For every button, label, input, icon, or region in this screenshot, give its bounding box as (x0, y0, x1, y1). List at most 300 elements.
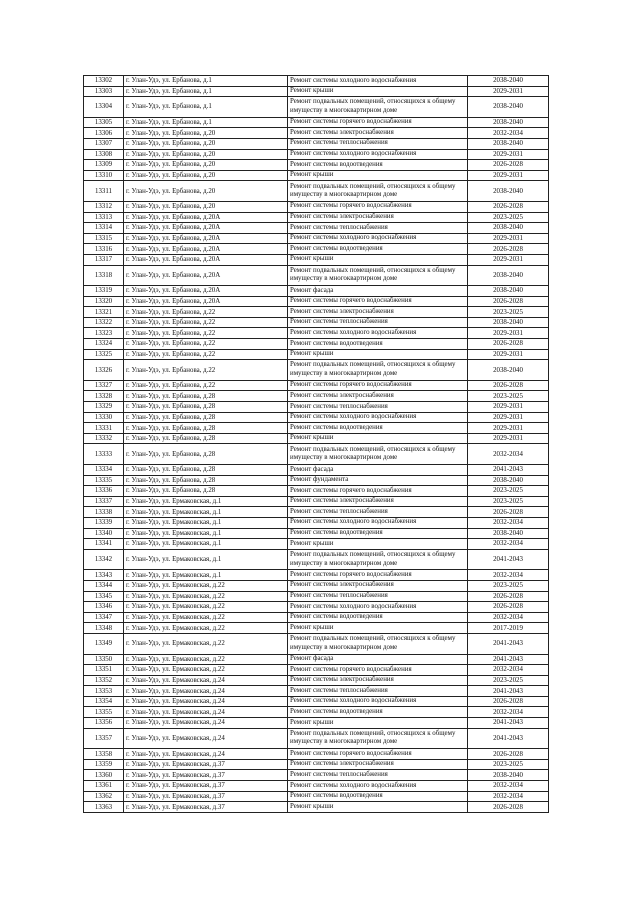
period-cell: 2041-2043 (468, 549, 549, 570)
work-type-cell: Ремонт системы холодного водоснабжения (288, 233, 468, 244)
row-id-cell: 13357 (84, 728, 124, 749)
period-cell: 2041-2043 (468, 718, 549, 729)
period-cell: 2029-2031 (468, 254, 549, 265)
work-type-cell: Ремонт системы горячего водоснабжения (288, 296, 468, 307)
address-cell: г. Улан-Удэ, ул. Ермаковская, д.37 (124, 770, 288, 781)
row-id-cell: 13305 (84, 117, 124, 128)
row-id-cell: 13331 (84, 423, 124, 434)
table-row (84, 402, 549, 413)
repair-schedule-table (83, 75, 549, 813)
period-cell: 2038-2040 (468, 223, 549, 234)
period-cell: 2023-2025 (468, 212, 549, 223)
address-cell: г. Улан-Удэ, ул. Ербанова, д.20А (124, 244, 288, 255)
period-cell: 2029-2031 (468, 149, 549, 160)
work-type-cell: Ремонт крыши (288, 718, 468, 729)
table-row (84, 254, 549, 265)
table-row (84, 339, 549, 350)
table-row (84, 86, 549, 97)
period-cell: 2032-2034 (468, 781, 549, 792)
address-cell: г. Улан-Удэ, ул. Ербанова, д.1 (124, 76, 288, 87)
row-id-cell: 13353 (84, 686, 124, 697)
address-cell: г. Улан-Удэ, ул. Ербанова, д.22 (124, 328, 288, 339)
period-cell: 2029-2031 (468, 86, 549, 97)
work-type-cell: Ремонт системы электроснабжения (288, 675, 468, 686)
address-cell: г. Улан-Удэ, ул. Ермаковская, д.24 (124, 696, 288, 707)
row-id-cell: 13338 (84, 507, 124, 518)
address-cell: г. Улан-Удэ, ул. Ермаковская, д.24 (124, 675, 288, 686)
table-row (84, 138, 549, 149)
address-cell: г. Улан-Удэ, ул. Ермаковская, д.24 (124, 686, 288, 697)
address-cell: г. Улан-Удэ, ул. Ербанова, д.20А (124, 254, 288, 265)
work-type-cell: Ремонт подвальных помещений, относящихся к общему имуществу в многоквартирном доме (288, 97, 468, 118)
work-type-cell: Ремонт системы электроснабжения (288, 580, 468, 591)
work-type-cell: Ремонт фасада (288, 465, 468, 476)
period-cell: 2029-2031 (468, 328, 549, 339)
address-cell: г. Улан-Удэ, ул. Ермаковская, д.1 (124, 496, 288, 507)
period-cell: 2026-2028 (468, 696, 549, 707)
address-cell: г. Улан-Удэ, ул. Ербанова, д.20А (124, 212, 288, 223)
work-type-cell: Ремонт системы горячего водоснабжения (288, 486, 468, 497)
period-cell: 2032-2034 (468, 128, 549, 139)
address-cell: г. Улан-Удэ, ул. Ербанова, д.28 (124, 465, 288, 476)
table-row (84, 444, 549, 465)
row-id-cell: 13330 (84, 412, 124, 423)
period-cell: 2038-2040 (468, 475, 549, 486)
row-id-cell: 13343 (84, 570, 124, 581)
address-cell: г. Улан-Удэ, ул. Ербанова, д.20А (124, 286, 288, 297)
period-cell: 2023-2025 (468, 486, 549, 497)
address-cell: г. Улан-Удэ, ул. Ербанова, д.28 (124, 391, 288, 402)
row-id-cell: 13350 (84, 654, 124, 665)
row-id-cell: 13314 (84, 223, 124, 234)
row-id-cell: 13362 (84, 791, 124, 802)
address-cell: г. Улан-Удэ, ул. Ермаковская, д.24 (124, 707, 288, 718)
row-id-cell: 13321 (84, 307, 124, 318)
period-cell: 2041-2043 (468, 654, 549, 665)
work-type-cell: Ремонт системы холодного водоснабжения (288, 412, 468, 423)
period-cell: 2041-2043 (468, 633, 549, 654)
row-id-cell: 13317 (84, 254, 124, 265)
table-row (84, 633, 549, 654)
period-cell: 2032-2034 (468, 570, 549, 581)
address-cell: г. Улан-Удэ, ул. Ермаковская, д.1 (124, 539, 288, 550)
period-cell: 2038-2040 (468, 97, 549, 118)
table-row (84, 707, 549, 718)
work-type-cell: Ремонт системы водоотведения (288, 707, 468, 718)
period-cell: 2029-2031 (468, 423, 549, 434)
period-cell: 2023-2025 (468, 580, 549, 591)
work-type-cell: Ремонт системы водоотведения (288, 423, 468, 434)
table-row (84, 307, 549, 318)
table-row (84, 212, 549, 223)
address-cell: г. Улан-Удэ, ул. Ербанова, д.20 (124, 170, 288, 181)
work-type-cell: Ремонт системы электроснабжения (288, 391, 468, 402)
row-id-cell: 13323 (84, 328, 124, 339)
row-id-cell: 13347 (84, 612, 124, 623)
work-type-cell: Ремонт системы теплоснабжения (288, 507, 468, 518)
address-cell: г. Улан-Удэ, ул. Ербанова, д.28 (124, 402, 288, 413)
row-id-cell: 13315 (84, 233, 124, 244)
work-type-cell: Ремонт подвальных помещений, относящихся к общему имуществу в многоквартирном доме (288, 728, 468, 749)
row-id-cell: 13303 (84, 86, 124, 97)
row-id-cell: 13342 (84, 549, 124, 570)
period-cell: 2038-2040 (468, 265, 549, 286)
period-cell: 2023-2025 (468, 496, 549, 507)
table-row (84, 117, 549, 128)
work-type-cell: Ремонт системы горячего водоснабжения (288, 201, 468, 212)
row-id-cell: 13307 (84, 138, 124, 149)
period-cell: 2029-2031 (468, 170, 549, 181)
table-row (84, 718, 549, 729)
address-cell: г. Улан-Удэ, ул. Ермаковская, д.1 (124, 507, 288, 518)
period-cell: 2023-2025 (468, 675, 549, 686)
table-row (84, 791, 549, 802)
work-type-cell: Ремонт системы холодного водоснабжения (288, 149, 468, 160)
work-type-cell: Ремонт системы электроснабжения (288, 307, 468, 318)
period-cell: 2038-2040 (468, 360, 549, 381)
address-cell: г. Улан-Удэ, ул. Ербанова, д.22 (124, 339, 288, 350)
address-cell: г. Улан-Удэ, ул. Ербанова, д.20А (124, 233, 288, 244)
period-cell: 2026-2028 (468, 602, 549, 613)
row-id-cell: 13309 (84, 160, 124, 171)
table-row (84, 591, 549, 602)
period-cell: 2029-2031 (468, 433, 549, 444)
table-row (84, 328, 549, 339)
table-row (84, 233, 549, 244)
row-id-cell: 13358 (84, 749, 124, 760)
table-row (84, 265, 549, 286)
period-cell: 2038-2040 (468, 76, 549, 87)
table-row (84, 128, 549, 139)
table-row (84, 570, 549, 581)
work-type-cell: Ремонт фундамента (288, 475, 468, 486)
table-row (84, 475, 549, 486)
address-cell: г. Улан-Удэ, ул. Ербанова, д.28 (124, 433, 288, 444)
work-type-cell: Ремонт системы горячего водоснабжения (288, 117, 468, 128)
address-cell: г. Улан-Удэ, ул. Ермаковская, д.24 (124, 718, 288, 729)
work-type-cell: Ремонт системы горячего водоснабжения (288, 570, 468, 581)
address-cell: г. Улан-Удэ, ул. Ермаковская, д.22 (124, 665, 288, 676)
table-row (84, 465, 549, 476)
table-row (84, 201, 549, 212)
address-cell: г. Улан-Удэ, ул. Ербанова, д.20 (124, 128, 288, 139)
work-type-cell: Ремонт системы горячего водоснабжения (288, 380, 468, 391)
period-cell: 2038-2040 (468, 181, 549, 202)
table-row (84, 160, 549, 171)
row-id-cell: 13326 (84, 360, 124, 381)
row-id-cell: 13320 (84, 296, 124, 307)
period-cell: 2026-2028 (468, 591, 549, 602)
address-cell: г. Улан-Удэ, ул. Ермаковская, д.1 (124, 528, 288, 539)
row-id-cell: 13316 (84, 244, 124, 255)
address-cell: г. Улан-Удэ, ул. Ербанова, д.20А (124, 223, 288, 234)
work-type-cell: Ремонт системы холодного водоснабжения (288, 696, 468, 707)
table-row (84, 423, 549, 434)
row-id-cell: 13311 (84, 181, 124, 202)
period-cell: 2026-2028 (468, 244, 549, 255)
address-cell: г. Улан-Удэ, ул. Ербанова, д.20 (124, 181, 288, 202)
work-type-cell: Ремонт системы электроснабжения (288, 128, 468, 139)
period-cell: 2038-2040 (468, 138, 549, 149)
work-type-cell: Ремонт подвальных помещений, относящихся к общему имуществу в многоквартирном доме (288, 360, 468, 381)
table-row (84, 686, 549, 697)
work-type-cell: Ремонт системы холодного водоснабжения (288, 76, 468, 87)
period-cell: 2038-2040 (468, 117, 549, 128)
row-id-cell: 13355 (84, 707, 124, 718)
row-id-cell: 13351 (84, 665, 124, 676)
work-type-cell: Ремонт системы теплоснабжения (288, 402, 468, 413)
period-cell: 2041-2043 (468, 686, 549, 697)
period-cell: 2026-2028 (468, 749, 549, 760)
address-cell: г. Улан-Удэ, ул. Ербанова, д.22 (124, 317, 288, 328)
row-id-cell: 13312 (84, 201, 124, 212)
period-cell: 2032-2034 (468, 791, 549, 802)
work-type-cell: Ремонт крыши (288, 623, 468, 634)
row-id-cell: 13313 (84, 212, 124, 223)
table-row (84, 770, 549, 781)
address-cell: г. Улан-Удэ, ул. Ербанова, д.28 (124, 486, 288, 497)
address-cell: г. Улан-Удэ, ул. Ербанова, д.22 (124, 307, 288, 318)
address-cell: г. Улан-Удэ, ул. Ербанова, д.1 (124, 117, 288, 128)
table-row (84, 380, 549, 391)
address-cell: г. Улан-Удэ, ул. Ермаковская, д.37 (124, 781, 288, 792)
table-row (84, 728, 549, 749)
table-row (84, 675, 549, 686)
work-type-cell: Ремонт системы водоотведения (288, 791, 468, 802)
address-cell: г. Улан-Удэ, ул. Ербанова, д.20 (124, 201, 288, 212)
work-type-cell: Ремонт системы водоотведения (288, 528, 468, 539)
address-cell: г. Улан-Удэ, ул. Ермаковская, д.22 (124, 612, 288, 623)
period-cell: 2029-2031 (468, 412, 549, 423)
work-type-cell: Ремонт системы горячего водоснабжения (288, 749, 468, 760)
period-cell: 2032-2034 (468, 539, 549, 550)
address-cell: г. Улан-Удэ, ул. Ермаковская, д.22 (124, 580, 288, 591)
work-type-cell: Ремонт системы теплоснабжения (288, 223, 468, 234)
row-id-cell: 13334 (84, 465, 124, 476)
row-id-cell: 13354 (84, 696, 124, 707)
row-id-cell: 13336 (84, 486, 124, 497)
row-id-cell: 13363 (84, 802, 124, 813)
work-type-cell: Ремонт подвальных помещений, относящихся к общему имуществу в многоквартирном доме (288, 181, 468, 202)
table-row (84, 507, 549, 518)
work-type-cell: Ремонт системы холодного водоснабжения (288, 328, 468, 339)
row-id-cell: 13340 (84, 528, 124, 539)
period-cell: 2023-2025 (468, 759, 549, 770)
table-row (84, 244, 549, 255)
row-id-cell: 13356 (84, 718, 124, 729)
address-cell: г. Улан-Удэ, ул. Ермаковская, д.1 (124, 517, 288, 528)
address-cell: г. Улан-Удэ, ул. Ербанова, д.22 (124, 349, 288, 360)
period-cell: 2038-2040 (468, 286, 549, 297)
period-cell: 2026-2028 (468, 802, 549, 813)
row-id-cell: 13344 (84, 580, 124, 591)
work-type-cell: Ремонт системы холодного водоснабжения (288, 602, 468, 613)
table-row (84, 412, 549, 423)
work-type-cell: Ремонт системы электроснабжения (288, 212, 468, 223)
table-row (84, 317, 549, 328)
work-type-cell: Ремонт системы теплоснабжения (288, 770, 468, 781)
address-cell: г. Улан-Удэ, ул. Ермаковская, д.22 (124, 591, 288, 602)
work-type-cell: Ремонт подвальных помещений, относящихся к общему имуществу в многоквартирном доме (288, 633, 468, 654)
table-body (84, 76, 549, 813)
period-cell: 2026-2028 (468, 380, 549, 391)
row-id-cell: 13328 (84, 391, 124, 402)
work-type-cell: Ремонт системы холодного водоснабжения (288, 517, 468, 528)
period-cell: 2032-2034 (468, 707, 549, 718)
work-type-cell: Ремонт системы теплоснабжения (288, 317, 468, 328)
row-id-cell: 13335 (84, 475, 124, 486)
address-cell: г. Улан-Удэ, ул. Ербанова, д.20 (124, 138, 288, 149)
period-cell: 2032-2034 (468, 444, 549, 465)
work-type-cell: Ремонт подвальных помещений, относящихся к общему имуществу в многоквартирном доме (288, 444, 468, 465)
period-cell: 2041-2043 (468, 465, 549, 476)
address-cell: г. Улан-Удэ, ул. Ермаковская, д.1 (124, 549, 288, 570)
work-type-cell: Ремонт крыши (288, 86, 468, 97)
address-cell: г. Улан-Удэ, ул. Ербанова, д.20А (124, 296, 288, 307)
row-id-cell: 13302 (84, 76, 124, 87)
row-id-cell: 13325 (84, 349, 124, 360)
table-row (84, 296, 549, 307)
work-type-cell: Ремонт крыши (288, 802, 468, 813)
period-cell: 2038-2040 (468, 528, 549, 539)
row-id-cell: 13304 (84, 97, 124, 118)
row-id-cell: 13329 (84, 402, 124, 413)
row-id-cell: 13333 (84, 444, 124, 465)
table-row (84, 181, 549, 202)
work-type-cell: Ремонт системы водоотведения (288, 612, 468, 623)
period-cell: 2026-2028 (468, 296, 549, 307)
row-id-cell: 13349 (84, 633, 124, 654)
row-id-cell: 13306 (84, 128, 124, 139)
address-cell: г. Улан-Удэ, ул. Ербанова, д.1 (124, 86, 288, 97)
address-cell: г. Улан-Удэ, ул. Ермаковская, д.37 (124, 759, 288, 770)
work-type-cell: Ремонт системы водоотведения (288, 244, 468, 255)
row-id-cell: 13341 (84, 539, 124, 550)
table-row (84, 749, 549, 760)
address-cell: г. Улан-Удэ, ул. Ербанова, д.20 (124, 160, 288, 171)
table-row (84, 223, 549, 234)
table-row (84, 349, 549, 360)
table-row (84, 612, 549, 623)
row-id-cell: 13339 (84, 517, 124, 528)
address-cell: г. Улан-Удэ, ул. Ербанова, д.22 (124, 380, 288, 391)
work-type-cell: Ремонт системы теплоснабжения (288, 686, 468, 697)
table-row (84, 433, 549, 444)
row-id-cell: 13346 (84, 602, 124, 613)
period-cell: 2029-2031 (468, 402, 549, 413)
table-row (84, 391, 549, 402)
row-id-cell: 13324 (84, 339, 124, 350)
table-row (84, 654, 549, 665)
period-cell: 2026-2028 (468, 507, 549, 518)
period-cell: 2023-2025 (468, 307, 549, 318)
row-id-cell: 13322 (84, 317, 124, 328)
address-cell: г. Улан-Удэ, ул. Ербанова, д.28 (124, 444, 288, 465)
work-type-cell: Ремонт фасада (288, 654, 468, 665)
table-row (84, 360, 549, 381)
address-cell: г. Улан-Удэ, ул. Ербанова, д.20 (124, 149, 288, 160)
work-type-cell: Ремонт системы горячего водоснабжения (288, 665, 468, 676)
address-cell: г. Улан-Удэ, ул. Ермаковская, д.37 (124, 791, 288, 802)
address-cell: г. Улан-Удэ, ул. Ермаковская, д.22 (124, 633, 288, 654)
row-id-cell: 13327 (84, 380, 124, 391)
work-type-cell: Ремонт подвальных помещений, относящихся к общему имуществу в многоквартирном доме (288, 549, 468, 570)
address-cell: г. Улан-Удэ, ул. Ербанова, д.28 (124, 412, 288, 423)
work-type-cell: Ремонт системы электроснабжения (288, 496, 468, 507)
table-row (84, 486, 549, 497)
row-id-cell: 13352 (84, 675, 124, 686)
table-row (84, 149, 549, 160)
work-type-cell: Ремонт подвальных помещений, относящихся к общему имуществу в многоквартирном доме (288, 265, 468, 286)
period-cell: 2029-2031 (468, 349, 549, 360)
row-id-cell: 13345 (84, 591, 124, 602)
address-cell: г. Улан-Удэ, ул. Ербанова, д.28 (124, 423, 288, 434)
period-cell: 2026-2028 (468, 339, 549, 350)
row-id-cell: 13337 (84, 496, 124, 507)
row-id-cell: 13310 (84, 170, 124, 181)
address-cell: г. Улан-Удэ, ул. Ермаковская, д.22 (124, 623, 288, 634)
table-row (84, 549, 549, 570)
row-id-cell: 13318 (84, 265, 124, 286)
address-cell: г. Улан-Удэ, ул. Ермаковская, д.22 (124, 654, 288, 665)
period-cell: 2023-2025 (468, 391, 549, 402)
table-row (84, 496, 549, 507)
address-cell: г. Улан-Удэ, ул. Ермаковская, д.24 (124, 728, 288, 749)
address-cell: г. Улан-Удэ, ул. Ермаковская, д.22 (124, 602, 288, 613)
work-type-cell: Ремонт системы водоотведения (288, 160, 468, 171)
period-cell: 2038-2040 (468, 317, 549, 328)
work-type-cell: Ремонт системы водоотведения (288, 339, 468, 350)
table-row (84, 97, 549, 118)
address-cell: г. Улан-Удэ, ул. Ермаковская, д.37 (124, 802, 288, 813)
table-row (84, 696, 549, 707)
period-cell: 2017-2019 (468, 623, 549, 634)
work-type-cell: Ремонт системы электроснабжения (288, 759, 468, 770)
address-cell: г. Улан-Удэ, ул. Ербанова, д.1 (124, 97, 288, 118)
work-type-cell: Ремонт крыши (288, 433, 468, 444)
row-id-cell: 13348 (84, 623, 124, 634)
work-type-cell: Ремонт крыши (288, 254, 468, 265)
table-row (84, 802, 549, 813)
table-row (84, 759, 549, 770)
row-id-cell: 13361 (84, 781, 124, 792)
table-row (84, 623, 549, 634)
row-id-cell: 13332 (84, 433, 124, 444)
work-type-cell: Ремонт крыши (288, 170, 468, 181)
period-cell: 2032-2034 (468, 612, 549, 623)
period-cell: 2032-2034 (468, 517, 549, 528)
period-cell: 2026-2028 (468, 201, 549, 212)
table-row (84, 76, 549, 87)
row-id-cell: 13360 (84, 770, 124, 781)
address-cell: г. Улан-Удэ, ул. Ербанова, д.20А (124, 265, 288, 286)
table-row (84, 781, 549, 792)
table-row (84, 665, 549, 676)
row-id-cell: 13319 (84, 286, 124, 297)
row-id-cell: 13308 (84, 149, 124, 160)
table-row (84, 286, 549, 297)
work-type-cell: Ремонт системы холодного водоснабжения (288, 781, 468, 792)
table-row (84, 528, 549, 539)
work-type-cell: Ремонт крыши (288, 539, 468, 550)
address-cell: г. Улан-Удэ, ул. Ербанова, д.28 (124, 475, 288, 486)
work-type-cell: Ремонт системы теплоснабжения (288, 591, 468, 602)
address-cell: г. Улан-Удэ, ул. Ермаковская, д.1 (124, 570, 288, 581)
table-row (84, 170, 549, 181)
period-cell: 2026-2028 (468, 160, 549, 171)
table-row (84, 517, 549, 528)
period-cell: 2038-2040 (468, 770, 549, 781)
